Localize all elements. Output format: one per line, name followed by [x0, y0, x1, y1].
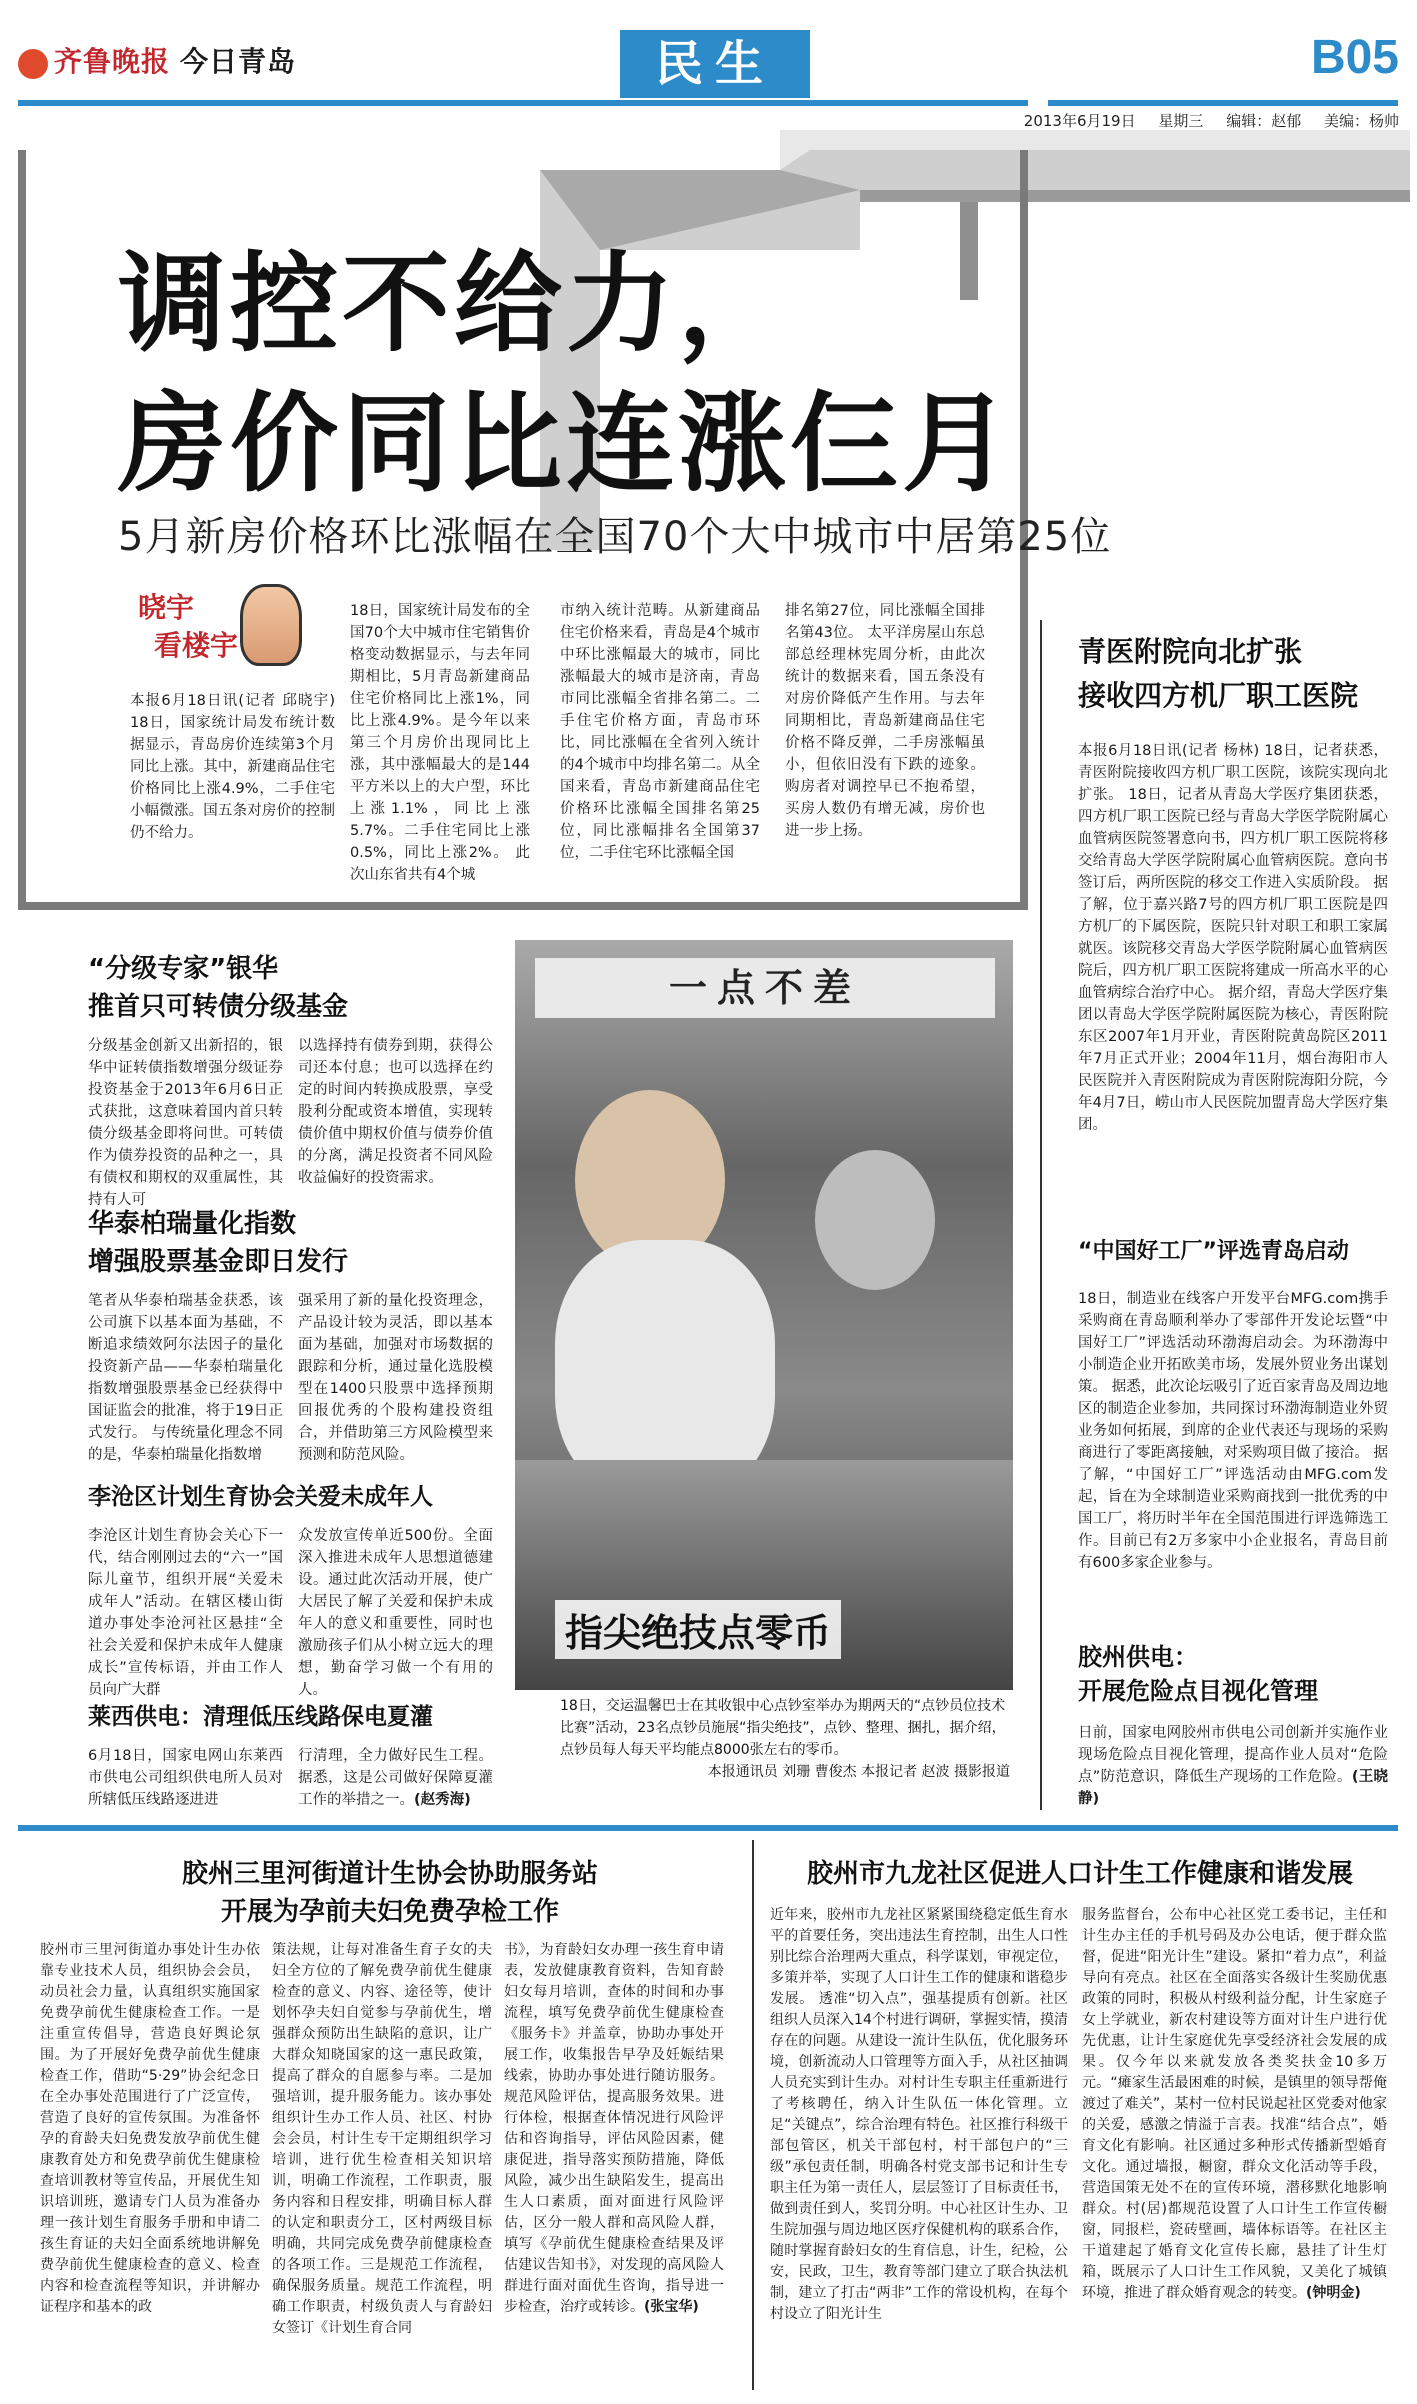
lead-headline-line1: 调控不给力， [118, 242, 791, 367]
licang-body-a: 李沧区计划生育协会关心下一代，结合刚刚过去的“六一”国际儿童节，组织开展“关爱未成年人”活动。在辖区楼山街道办事处李沧河社区悬挂“全社会关爱和保护未成年人健康成长”宣传标语，并由工作人员向广大群 [88, 1528, 283, 1698]
bottom-left-col-3 [504, 1940, 724, 2318]
header-rule [18, 100, 1028, 106]
lead-subhead: 5月新房价格环比涨幅在全国70个大中城市中居第25位 [118, 514, 1112, 560]
column-badge [130, 580, 300, 680]
news-photo [515, 940, 1013, 1690]
bottom-left-byline: (张宝华) [644, 2299, 699, 2315]
factory-headline: “中国好工厂”评选青岛启动 [1078, 1239, 1349, 1264]
huatai-body-a: 笔者从华泰柏瑞基金获悉，该公司旗下以基本面为基础，不断追求绩效阿尔法因子的量化投资新产品——华泰柏瑞量化指数增强股票基金已经获得中国证监会的批准，将于19日正式发行。 与传统量化理念不同的是，华泰柏瑞量化指数增 [88, 1293, 283, 1463]
power-headline-1: 胶州供电： [1078, 1643, 1198, 1671]
bottom-left-story [40, 1855, 740, 1931]
bottom-right-col-2 [1082, 1905, 1387, 2304]
columnist-avatar [240, 584, 302, 666]
logo-text: 齐鲁晚报 [54, 45, 171, 78]
photo-credit: 本报通讯员 刘珊 曹俊杰 本报记者 赵波 摄影报道 [707, 1764, 1010, 1780]
fund-story [88, 950, 498, 1026]
column-name-line2: 看楼宇 [154, 629, 239, 662]
bottom-left-headline-2: 开展为孕前夫妇免费孕检工作 [220, 1897, 559, 1927]
worker-background [815, 1150, 935, 1290]
laixi-headline: 莱西供电：清理低压线路保电夏灌 [88, 1704, 433, 1730]
photo-caption-text: 18日，交运温馨巴士在其收银中心点钞室举办为期两天的“点钞员位技术比赛”活动，23名点钞员施展“指尖绝技”，点钞、整理、捆扎，据介绍，点钞员每人每天平均能点8000张左右的零币。 [560, 1698, 1006, 1758]
lead-headline [118, 235, 1014, 515]
bottom-divider [752, 1840, 754, 2390]
bottom-left-col-3-text: 书》，为育龄妇女办理一孩生育申请表，发放健康教育资料，告知育龄妇女每月培训，查体的时间和办事流程，填写免费孕前优生健康检查《服务卡》并盖章，协助办事处开展工作，收集报告早孕及妊娠结果线索，协助办事处进行随访服务。规范风险评估，提高服务效果。进行体检，根据查体情况进行风险评估和咨询指导，评估风险因素，健康促进，指导落实预防措施，降低风险，减少出生缺陷发生，提高出生人口素质，面对面进行风险评估，区分一般人群和高风险人群，填写《孕前优生健康检查结果及评估建议告知书》，对发现的高风险人群进行面对面优生咨询，指导进一步检查，治疗或转诊。 [504, 1942, 724, 2315]
huatai-body-b: 强采用了新的量化投资理念，产品设计较为灵活，即以基本面为基础，加强对市场数据的跟踪和分析，通过量化选股模型在1400只股票中选择预期回报优秀的个股构建投资组合，并借助第三方风险模型来预测和防范风险。 [298, 1293, 493, 1463]
city-edition: 今日青岛 [180, 45, 297, 78]
designer-credit: 美编：杨帅 [1323, 112, 1399, 130]
fund-body-b: 以选择持有债券到期，获得公司还本付息；也可以选择在约定的时间内转换成股票，享受股利分配或资本增值，实现转债价值中期权价值与债券价值的分离，满足投资者不同风险收益偏好的投资需求。 [298, 1038, 493, 1186]
power-body [1078, 1722, 1388, 1810]
huatai-story [88, 1205, 498, 1281]
fund-body-a: 分级基金创新又出新招的，银华中证转债指数增强分级证券投资基金于2013年6月6日正式获批，这意味着国内首只转债分级基金即将问世。可转债作为债券投资的品种之一，具有债权和期权的双重属性，其持有人可 [88, 1038, 283, 1208]
masthead [0, 0, 1417, 150]
hospital-body: 本报6月18日讯(记者 杨林) 18日，记者获悉，青医附院接收四方机厂职工医院，该院实现向北扩张。 18日，记者从青岛大学医疗集团获悉，四方机厂职工医院已经与青岛大学医学院附属心血管病医院签署意向书，四方机厂职工医院将移交给青岛大学医学院附属心血管病医院。意向书签订后，两所医院的移交工作进入实质阶段。 据了解，位于嘉兴路7号的四方机厂职工医院是四方机厂的下属医院，医院只针对职工和职工家属就医。该院移交青岛大学医学院附属心血管病医院后，四方机厂职工医院将建成一所高水平的心血管病综合治疗中心。 据介绍，青岛大学医疗集团以青岛大学医学院附属医院为核心，青医附院东区2007年1月开业，青医附院黄岛院区2011年7月正式开业；2004年11月，烟台海阳市人民医院并入青医附院成为青医附院海阳分院，今年4月7日，崂山市人民医院加盟青岛大学医疗集团。 [1078, 743, 1388, 1133]
bottom-left-col-1: 胶州市三里河街道办事处计生办依靠专业技术人员，组织协会会员，动员社会力量，认真组织实施国家免费孕前优生健康检查工作。一是注重宣传倡导，营造良好舆论氛围。为了开展好免费孕前优生健康检查工作，借助“5·29”协会纪念日在全办事处范围进行了广泛宣传，营造了良好的宣传氛围。为准备怀孕的育龄夫妇免费发放孕前优生健康教育处方和免费孕前优生健康检查培训教材等宣传品，开展优生知识培训班，邀请专门人员为准备办理一孩计划生育服务手册和申请二孩生育证的夫妇全面系统地讲解免费孕前优生健康检查的意义、检查内容和检查流程等知识，并讲解办证程序和基本的政 [40, 1942, 260, 2315]
laixi-body-a: 6月18日，国家电网山东莱西市供电公司组织供电所人员对所辖低压线路逐进进 [88, 1748, 283, 1808]
laixi-body-b [298, 1745, 493, 1811]
fund-headline-2: 推首只可转债分级基金 [88, 992, 349, 1022]
lead-headline-line2: 房价同比连涨仨月 [118, 382, 1015, 507]
power-story [1078, 1640, 1388, 1810]
power-headline-2: 开展危险点目视化管理 [1078, 1677, 1318, 1705]
licang-headline: 李沧区计划生育协会关爱未成年人 [88, 1484, 433, 1510]
bottom-left-col-2: 策法规，让每对准备生育子女的夫妇全方位的了解免费孕前优生健康检查的意义、内容、途径等，使计划怀孕夫妇自觉参与孕前优生，增强群众预防出生缺陷的意识，让广大群众知晓国家的这一惠民政策，提高了群众的自愿参与率。二是加强培训，提升服务能力。该办事处组织计生办工作人员、社区、村协会会员，村计生专干定期组织学习培训，进行优生检查相关知识培训，明确工作流程，工作职责，服务内容和日程安排，明确目标人群的认定和职责分工，区村两级目标明确，共同完成免费孕前健康检查的各项工作。三是规范工作流程，确保服务质量。规范工作流程，明确工作职责，村级负责人与育龄妇女签订《计划生育合同 [272, 1942, 492, 2336]
hospital-story [1078, 630, 1388, 1136]
bottom-right-headline: 胶州市九龙社区促进人口计生工作健康和谐发展 [806, 1859, 1353, 1889]
laixi-body-b-text: 行清理，全力做好民生工程。据悉，这是公司做好保障夏灌工作的举措之一。 [298, 1748, 493, 1808]
lead-column-2: 18日，国家统计局发布的全国70个大中城市住宅销售价格变动数据显示，与去年同期相比，5月青岛新建商品住宅价格同比上涨1%，同比上涨4.9%。是今年以来第三个月房价出现同比上涨，其中涨幅最大的是144平方米以上的大户型，环比上涨1.1%，同比上涨5.7%。二手住宅同比上涨0.5%，同比上涨2%。 此次山东省共有4个城 [350, 603, 530, 883]
laixi-story [88, 1700, 508, 1734]
bottom-right-story [770, 1855, 1390, 1893]
fund-headline-1: “分级专家”银华 [88, 954, 279, 984]
licang-body-b: 众发放宣传单近500份。全面深入推进未成年人思想道德建设。通过此次活动开展，使广大居民了解了关爱和保护未成年人的意义和重要性，同时也激励孩子们从小树立远大的理想，勤奋学习做一个有用的人。 [298, 1528, 493, 1698]
section-title: 民生 [620, 30, 810, 98]
right-column-rule [1040, 620, 1042, 1810]
lead-column-1: 本报6月18日讯(记者 邱晓宇) 18日，国家统计局发布统计数据显示，青岛房价连续第3个月同比上涨。其中，新建商品住宅价格同比上涨4.9%，二手住宅小幅微涨。国五条对房价的控制仍不给力。 [130, 693, 335, 841]
bottom-right-col-1: 近年来，胶州市九龙社区紧紧围绕稳定低生育水平的首要任务，突出违法生育控制，出生人口性别比综合治理两大重点，科学谋划，审视定位，多策并举，实现了人口计生工作的健康和谐稳步发展。 透准“切入点”，强基提质有创新。社区组织人员深入14个村进行调研，掌握实情，摸清存在的问题。从建设一流计生队伍，优化服务环境，创新流动人口管理等方面入手，从社区抽调人员充实到计生办。对村计生专职主任重新进行了考核聘任，纳入计生队伍一体化管理。立足“关键点”，综合治理有特色。社区推行科级干部包管区，机关干部包村，村干部包户的“三级”承包责任制，明确各村党支部书记和计生专职主任为第一责任人，层层签订了目标责任书，做到责任到人，奖罚分明。中心社区计生办、卫生院加强与周边地区医疗保健机构的联系合作，随时掌握育龄妇女的生育信息，计生，纪检，公安，民政，卫生，教育等部门建立了联合执法机制，建立了打击“两非”工作的常设机构，在每个村设立了阳光计生 [770, 1907, 1068, 2322]
issue-weekday: 星期三 [1158, 112, 1204, 130]
bottom-right-col-2-text: 服务监督台，公布中心社区党工委书记，主任和计生办主任的手机号码及办公电话，便于群众监督，促进“阳光计生”建设。紧扣“着力点”，利益导向有亮点。社区在全面落实各级计生奖励优惠政策的同时，积极从村级利益分配，计生家庭子女上学就业，新农村建设等方面对计生户进行优先优惠，让计生家庭优先享受经济社会发展的成果。仅今年以来就发放各类奖扶金10多万元。“瘫家生活最困难的时候，是镇里的领导帮俺渡过了难关”，某村一位村民说起社区党委对他家的关爱，感激之情溢于言表。找准“结合点”，婚育文化有影响。社区通过多种形式传播新型婚育文化。通过墙报，橱窗，群众文化活动等手段，营造国策无处不在的宣传环境，潜移默化地影响群众。村(居)都规范设置了人口计生工作宣传橱窗，同报栏，瓷砖壁画，墙体标语等。在社区主干道建起了婚育文化宣传长廊，悬挂了计生灯箱，既展示了人口计生工作风貌，又美化了城镇环境，推进了群众婚育观念的转变。 [1082, 1907, 1387, 2301]
power-body-text: 日前，国家电网胶州市供电公司创新并实施作业现场危险点目视化管理，提高作业人员对“危险点”防范意识，降低生产现场的工作危险。 [1078, 1725, 1388, 1785]
licang-story [88, 1480, 508, 1514]
bottom-right-byline: (钟明金) [1306, 2285, 1361, 2301]
lead-column-4: 排名第27位，同比涨幅全国排名第43位。 太平洋房屋山东总部总经理林宪周分析，由此次统计的数据来看，国五条没有对房价降低产生作用。与去年同期相比，青岛新建商品住宅价格不降反弹，二手房涨幅虽小，但依旧没有下跌的迹象。购房者对调控早已不抱希望，买房人数仍有增无减，房价也进一步上扬。 [785, 603, 985, 839]
laixi-byline: (赵秀海) [414, 1792, 471, 1808]
page-number: B05 [1310, 31, 1399, 84]
hospital-headline-1: 青医附院向北扩张 [1078, 635, 1303, 668]
photo-caption [560, 1695, 1010, 1783]
newspaper-logo [18, 40, 296, 80]
issue-date: 2013年6月19日 [1023, 112, 1136, 130]
photo-title: 指尖绝技点零币 [555, 1600, 841, 1659]
lead-column-3: 市纳入统计范畴。从新建商品住宅价格来看，青岛是4个城市中环比涨幅最大的城市，同比涨幅最大的城市是济南，青岛市同比涨幅全省排名第二。二手住宅价格方面，青岛市环比，同比涨幅在全省列入统计的4个城市中均排名第二。从全国来看，青岛市新建商品住宅价格环比涨幅全国排名第25位，同比涨幅排名全国第37位，二手住宅环比涨幅全国 [560, 603, 760, 861]
factory-body: 18日，制造业在线客户开发平台MFG.com携手采购商在青岛顺利举办了零部件开发论坛暨“中国好工厂”评选活动环渤海启动会。为环渤海中小制造企业开拓欧美市场，发展外贸业务出谋划策。 据悉，此次论坛吸引了近百家青岛及周边地区的制造企业参加，共同探讨环渤海制造业外贸业务如何拓展，到席的企业代表还与现场的采购商进行了零距离接触，对采购项目做了接洽。 据了解，“中国好工厂”评选活动由MFG.com发起，旨在为全球制造业采购商找到一批优秀的中国工厂，将历时半年在全国范围进行评选筛选工作。目前已有2万多家中小企业报名，青岛目前有600多家企业参与。 [1078, 1291, 1388, 1571]
hospital-headline-2: 接收四方机厂职工医院 [1078, 679, 1359, 712]
header-rule-right [1048, 100, 1398, 106]
factory-story [1078, 1230, 1388, 1574]
photo-banner: 一点不差 [535, 958, 995, 1018]
bottom-left-headline-1: 胶州三里河街道计生协会协助服务站 [181, 1859, 598, 1889]
sun-logo-icon [18, 49, 48, 79]
editor-credit: 编辑：赵郁 [1226, 112, 1302, 130]
issue-meta [1006, 110, 1399, 131]
power-byline: (王晓静) [1078, 1769, 1388, 1807]
column-name-line1: 晓宇 [138, 591, 195, 624]
huatai-headline-1: 华泰柏瑞量化指数 [88, 1209, 297, 1239]
huatai-headline-2: 增强股票基金即日发行 [88, 1247, 349, 1277]
